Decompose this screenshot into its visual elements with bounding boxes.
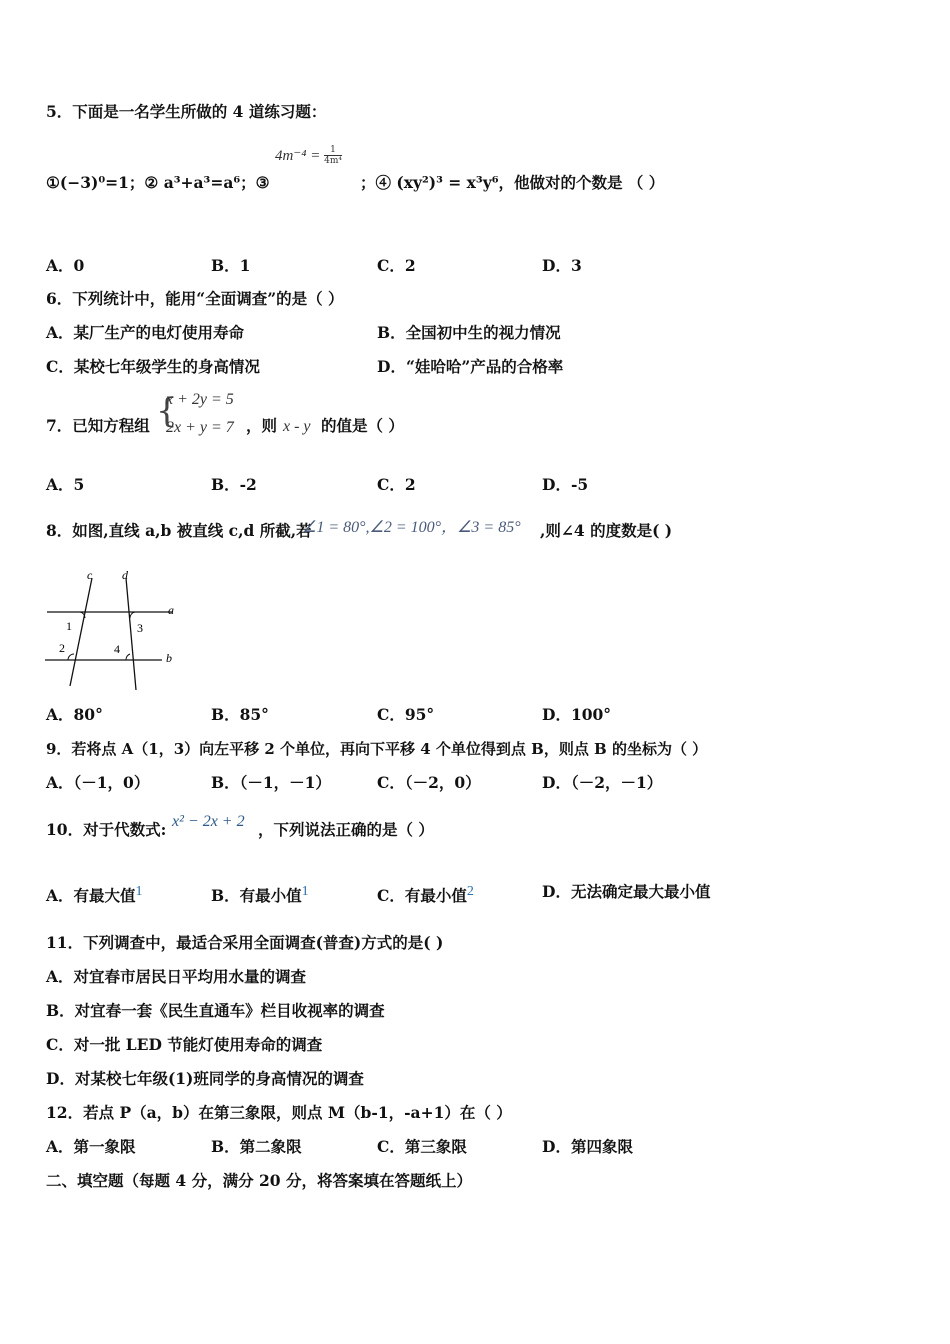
q5-stem: 5．下面是一名学生所做的 4 道练习题：	[46, 102, 327, 121]
q11-option-a: A．对宜春市居民日平均用水量的调查	[46, 967, 307, 986]
q10-option-b-text: B．有最小值	[211, 886, 302, 906]
q5-option-a: A．0	[46, 256, 85, 275]
label-b: b	[166, 651, 172, 665]
q8-stem-a: 8．如图,直线 a,b 被直线 c,d 所截,若	[46, 521, 312, 540]
label-4: 4	[114, 642, 120, 656]
q9-option-b: B．（－1，－1）	[211, 773, 331, 792]
q9-option-a: A．（－1，0）	[46, 773, 150, 792]
label-1: 1	[66, 619, 72, 633]
q7-stem-a: 7．已知方程组	[46, 416, 150, 435]
label-c: c	[87, 568, 93, 582]
line-d	[126, 578, 136, 690]
label-d: d	[122, 568, 128, 582]
angle-2-arc	[68, 654, 74, 660]
q10-option-c	[377, 882, 474, 906]
q7-eq2: 2x + y = 7	[166, 419, 234, 436]
q12-option-a: A．第一象限	[46, 1137, 136, 1156]
q8-figure	[40, 566, 190, 692]
q5-option-b: B．1	[211, 256, 251, 275]
q10-option-a-val: 1	[135, 884, 143, 899]
q5-option-c: C．2	[377, 256, 416, 275]
q10-option-b	[211, 882, 309, 906]
q5-formula	[275, 145, 342, 166]
q10-option-b-val: 1	[301, 884, 309, 899]
q5-frac-den: 4m⁴	[324, 156, 342, 166]
q11-option-c: C．对一批 LED 节能灯使用寿命的调查	[46, 1035, 323, 1054]
q8-option-a: A．80°	[46, 705, 103, 724]
q10-option-a-text: A．有最大值	[46, 886, 136, 906]
angle-3-arc	[130, 612, 135, 618]
q6-option-c: C．某校七年级学生的身高情况	[46, 357, 260, 376]
q7-option-a: A．5	[46, 475, 85, 494]
q8-option-d: D．100°	[542, 705, 612, 724]
q11-option-b: B．对宜春一套《民生直通车》栏目收视率的调查	[46, 1001, 385, 1020]
q7-option-c: C．2	[377, 475, 416, 494]
q8-stem-b: ,则∠4 的度数是( )	[540, 521, 673, 540]
section-2-heading: 二、填空题（每题 4 分，满分 20 分，将答案填在答题纸上）	[46, 1171, 472, 1190]
q7-option-d: D．-5	[542, 475, 589, 494]
q7-brace: {	[156, 391, 178, 431]
q11-stem: 11．下列调查中，最适合采用全面调查(普查)方式的是( )	[46, 933, 444, 952]
angle-4-arc	[126, 654, 130, 660]
q6-option-a: A．某厂生产的电灯使用寿命	[46, 323, 245, 342]
q10-expr: x² − 2x + 2	[172, 813, 245, 830]
q6-option-b: B．全国初中生的视力情况	[377, 323, 561, 342]
q10-option-c-text: C．有最小值	[377, 886, 467, 906]
q10-option-c-val: 2	[466, 884, 474, 899]
q5-line-a: ①(−3)⁰=1；② a³+a³=a⁶；③	[46, 173, 270, 192]
label-3: 3	[137, 621, 143, 635]
q9-stem: 9．若将点 A（1，3）向左平移 2 个单位，再向下平移 4 个单位得到点 B，则点 B 的坐标为（ ）	[46, 740, 708, 758]
q7-stem-c: 的值是（ ）	[321, 416, 404, 435]
q7-option-b: B．-2	[211, 475, 257, 494]
q12-option-c: C．第三象限	[377, 1137, 467, 1156]
q7-eq1: x + 2y = 5	[166, 391, 234, 408]
q7-expr: x - y	[283, 418, 311, 435]
q12-option-b: B．第二象限	[211, 1137, 302, 1156]
q5-option-d: D．3	[542, 256, 582, 275]
q5-formula-fraction	[324, 145, 342, 166]
q10-stem-b: ，下列说法正确的是（ ）	[258, 820, 434, 839]
label-a: a	[168, 603, 174, 617]
label-2: 2	[59, 641, 65, 655]
q11-option-d: D．对某校七年级(1)班同学的身高情况的调查	[46, 1069, 364, 1088]
q8-angles: ∠1 = 80°,∠2 = 100°，∠3 = 85°	[302, 519, 521, 536]
q8-option-c: C．95°	[377, 705, 435, 724]
q10-stem-a: 10．对于代数式:	[46, 820, 167, 839]
q6-stem: 6．下列统计中，能用“全面调查”的是（ ）	[46, 289, 344, 308]
q10-option-a	[46, 882, 143, 906]
q9-option-d: D．（－2，－1）	[542, 773, 663, 792]
q8-option-b: B．85°	[211, 705, 269, 724]
q5-formula-left: 4m⁻⁴ =	[275, 148, 325, 164]
q7-stem-b: ，则	[246, 416, 278, 435]
q9-option-c: C．（－2，0）	[377, 773, 481, 792]
q10-option-d: D．无法确定最大最小值	[542, 882, 711, 901]
q6-option-d: D．“娃哈哈”产品的合格率	[377, 357, 564, 376]
q5-line-b: ；④ (xy²)³ = x³y⁶，他做对的个数是 （ ）	[360, 173, 665, 192]
q12-stem: 12．若点 P（a，b）在第三象限，则点 M（b-1，-a+1）在（ ）	[46, 1103, 512, 1122]
q5-frac-num: 1	[324, 145, 342, 156]
line-c	[70, 578, 92, 686]
q12-option-d: D．第四象限	[542, 1137, 633, 1156]
